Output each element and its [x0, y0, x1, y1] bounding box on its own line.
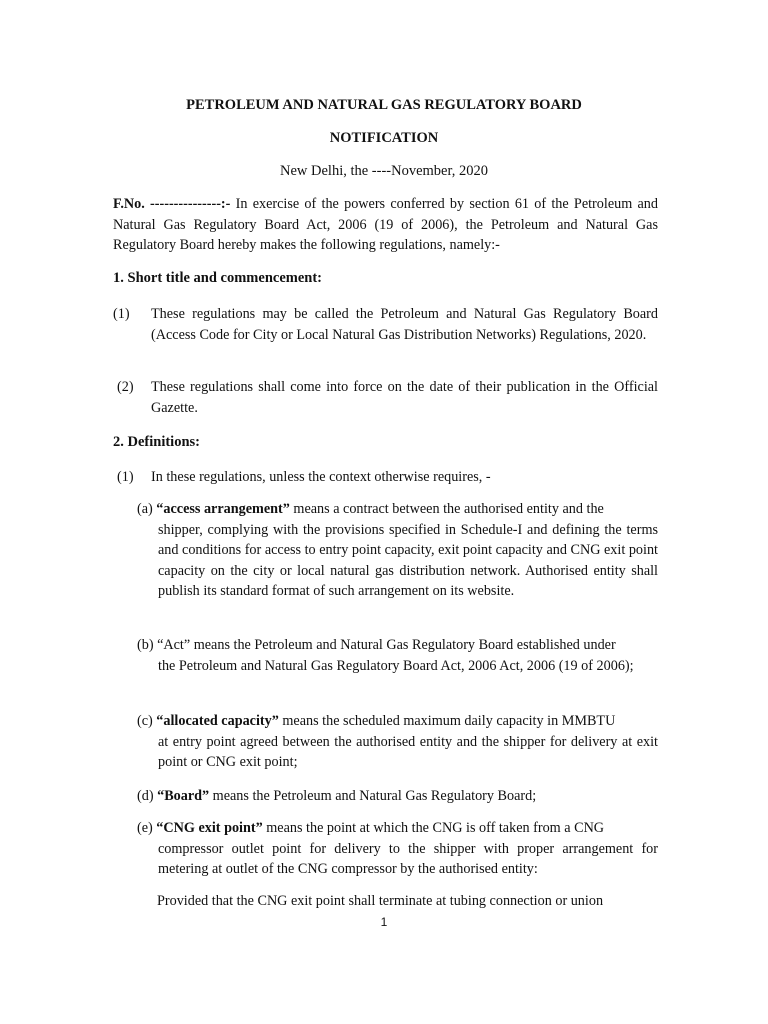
intro-text: In exercise of the powers conferred by section 61 of the Petroleum and Natural Gas Regulatory Board Act, 2006 (19 of 2006), the Petroleum and Natural Gas Regulatory Board hereby makes the following regulations, namely:- [113, 196, 658, 253]
definition-label: (e) [137, 820, 153, 836]
item-number: (1) [113, 306, 130, 322]
notification-heading: NOTIFICATION [329, 130, 439, 146]
intro-paragraph [113, 194, 658, 256]
definition-label: (a) [137, 501, 153, 517]
definition-text-first: means a contract between the authorised entity and the [289, 501, 604, 517]
item-number: (2) [117, 379, 134, 395]
definition-e [137, 818, 658, 880]
definition-label: (d) [137, 788, 154, 804]
definition-term: “CNG exit point” [156, 820, 263, 836]
section-2-item-1 [117, 467, 658, 488]
page-number: 1 [380, 915, 388, 929]
definition-c [137, 711, 658, 773]
definition-text-first: means the scheduled maximum daily capacity in MMBTU [278, 713, 616, 729]
definition-text-first: means the point at which the CNG is off taken from a CNG [262, 820, 605, 836]
definition-label: (b) [137, 637, 154, 653]
definition-term: “Board” [157, 788, 210, 804]
definition-text-rest: compressor outlet point for delivery to the shipper with proper arrangement for metering at outlet of the CNG compressor by the authorised entity: [158, 840, 658, 877]
definition-text-first: means the Petroleum and Natural Gas Regulatory Board; [209, 788, 537, 804]
section-1-heading: 1. Short title and commencement: [113, 270, 322, 286]
file-number: F.No. ---------------:- [113, 196, 231, 212]
section-1-item-2 [117, 377, 658, 418]
section-1-item-1 [113, 304, 658, 345]
definition-term: “access arrangement” [156, 501, 290, 517]
item-number: (1) [117, 469, 134, 485]
definition-text-rest: shipper, complying with the provisions specified in Schedule-I and defining the terms and conditions for access to entry point capacity, exit point capacity and CNG exit point capacity on the city or local natural gas distribution network. Authorised entity shall publish its standard format of such arrangement on its website. [158, 521, 658, 599]
definition-a [137, 499, 658, 602]
item-text: These regulations may be called the Petroleum and Natural Gas Regulatory Board (Access Code for City or Local Natural Gas Distribution Networks) Regulations, 2020. [151, 306, 658, 343]
definition-b [137, 635, 658, 676]
definition-d [137, 786, 658, 807]
item-text: In these regulations, unless the context otherwise requires, - [151, 469, 491, 485]
definition-term: “allocated capacity” [156, 713, 279, 729]
definition-label: (c) [137, 713, 153, 729]
place-date-line: New Delhi, the ----November, 2020 [280, 163, 488, 179]
definition-text-rest: the Petroleum and Natural Gas Regulatory Board Act, 2006 Act, 2006 (19 of 2006); [158, 657, 634, 674]
document-title: PETROLEUM AND NATURAL GAS REGULATORY BOARD [186, 97, 582, 113]
definition-text-rest: at entry point agreed between the authorised entity and the shipper for delivery at exit point or CNG exit point; [158, 733, 658, 770]
definition-text-first: “Act” means the Petroleum and Natural Gas Regulatory Board established under [153, 637, 616, 653]
item-text: These regulations shall come into force on the date of their publication in the Official Gazette. [151, 379, 658, 416]
proviso-paragraph: Provided that the CNG exit point shall terminate at tubing connection or union [157, 893, 604, 909]
section-2-heading: 2. Definitions: [113, 434, 200, 450]
